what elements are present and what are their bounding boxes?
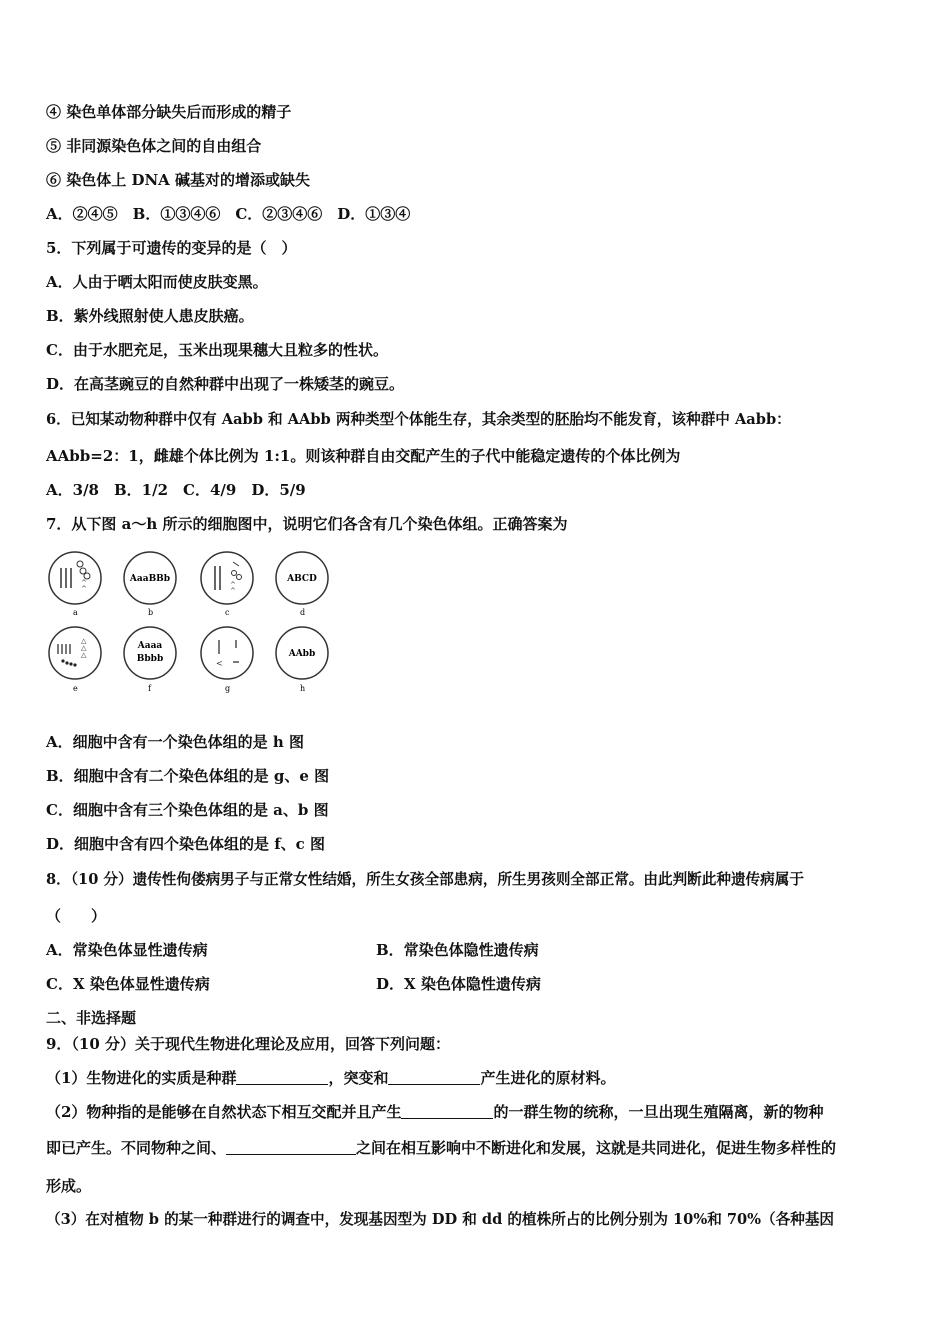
cell-e (49, 627, 101, 679)
q8-option-c: C．X 染色体显性遗传病 (46, 975, 210, 993)
q9-part1-text-c: 产生进化的原材料。 (480, 1069, 616, 1087)
svg-text:^: ^ (230, 581, 236, 589)
answer-blank-1[interactable] (236, 1069, 328, 1085)
cell-diagram-svg (44, 548, 344, 698)
q9-part2-text-d: 之间在相互影响中不断进化和发展，这就是共同进化，促进生物多样性的 (356, 1139, 837, 1157)
q4-option-4: ④ 染色单体部分缺失后而形成的精子 (46, 103, 292, 121)
q9-stem: 9．（10 分）关于现代生物进化理论及应用，回答下列问题： (46, 1035, 451, 1053)
cell-label-a: a (73, 608, 78, 617)
q4-option-6: ⑥ 染色体上 DNA 碱基对的增添或缺失 (46, 171, 311, 189)
svg-text:^: ^ (81, 585, 87, 593)
q7-option-b: B．细胞中含有二个染色体组的是 g、e 图 (46, 767, 330, 785)
cell-g (201, 627, 253, 679)
q5-option-a: A．人由于晒太阳而使皮肤变黑。 (46, 273, 268, 291)
q8-stem: 8．（10 分）遗传性佝偻病男子与正常女性结婚，所生女孩全部患病，所生男孩则全部正常。由此判断此种遗传病属于 (46, 871, 804, 888)
answer-blank-4[interactable] (226, 1139, 356, 1155)
cell-label-h: h (300, 684, 306, 693)
answer-blank-2[interactable] (388, 1069, 480, 1085)
q6-stem-line2: AAbb=2：1，雌雄个体比例为 1:1。则该种群自由交配产生的子代中能稳定遗传的个体比例为 (46, 447, 681, 465)
svg-text:^: ^ (230, 587, 236, 595)
q8-paren: （ ） (46, 907, 107, 925)
q9-part1-text-b: ，突变和 (328, 1069, 389, 1087)
q5-option-c: C．由于水肥充足，玉米出现果穗大且粒多的性状。 (46, 341, 388, 359)
q7-option-a: A．细胞中含有一个染色体组的是 h 图 (46, 733, 304, 751)
cell-label-b: b (148, 608, 154, 617)
cell-diagram (44, 548, 344, 698)
answer-blank-3[interactable] (401, 1103, 493, 1119)
cell-text-f1: Aaaa (137, 641, 163, 651)
cell-f (124, 627, 176, 679)
q8-options-row2 (46, 974, 906, 994)
q4-answers: A．②④⑤ B．①③④⑥ C．②③④⑥ D．①③④ (46, 205, 411, 223)
cell-label-d: d (300, 608, 306, 617)
q6-stem-line1: 6．已知某动物种群中仅有 Aabb 和 AAbb 两种类型个体能生存，其余类型的胚胎均不能发育，该种群中 Aabb： (46, 411, 791, 428)
svg-text:^: ^ (81, 579, 87, 587)
section-heading: 二、非选择题 (46, 1009, 137, 1027)
svg-text:△: △ (81, 644, 87, 652)
q9-part2-text-c: 即已产生。不同物种之间、 (46, 1139, 227, 1157)
q9-part1-text-a: （1）生物进化的实质是种群 (46, 1069, 237, 1087)
cell-label-f: f (148, 684, 151, 693)
q5-option-d: D．在高茎豌豆的自然种群中出现了一株矮茎的豌豆。 (46, 375, 405, 393)
cell-text-d: ABCD (287, 574, 317, 584)
cell-a (49, 552, 101, 604)
q9-part2-text-b: 的一群生物的统称，一旦出现生殖隔离，新的物种 (493, 1103, 824, 1121)
cell-label-g: g (225, 684, 231, 693)
cell-label-c: c (225, 608, 230, 617)
q9-part1 (46, 1068, 615, 1088)
q9-part2-text-a: （2）物种指的是能够在自然状态下相互交配并且产生 (46, 1103, 402, 1121)
q8-option-a: A．常染色体显性遗传病 (46, 941, 208, 959)
q5-option-b: B．紫外线照射使人患皮肤癌。 (46, 307, 254, 325)
q9-part2-line3: 形成。 (46, 1177, 92, 1195)
q9-part2-line2 (46, 1138, 836, 1158)
q5-stem: 5．下列属于可遗传的变异的是（ ） (46, 239, 297, 257)
cell-c (201, 552, 253, 604)
q4-option-5: ⑤ 非同源染色体之间的自由组合 (46, 137, 262, 155)
svg-text:△: △ (81, 651, 87, 659)
cell-label-e: e (73, 684, 78, 693)
q9-part2-line1 (46, 1102, 823, 1122)
cell-text-h: AAbb (288, 649, 316, 659)
q8-options-row1 (46, 940, 906, 960)
q7-stem: 7．从下图 a～h 所示的细胞图中，说明它们各含有几个染色体组。正确答案为 (46, 515, 568, 533)
cell-text-b: AaaBBb (129, 574, 171, 584)
q9-part3: （3）在对植物 b 的某一种群进行的调查中，发现基因型为 DD 和 dd 的植株所占的比例分别为 10%和 70%（各种基因 (46, 1211, 835, 1228)
q8-option-b: B．常染色体隐性遗传病 (376, 941, 539, 959)
q6-answers: A．3/8 B．1/2 C．4/9 D．5/9 (46, 481, 306, 499)
svg-text:△: △ (81, 637, 87, 645)
q7-option-d: D．细胞中含有四个染色体组的是 f、c 图 (46, 835, 326, 853)
q7-option-c: C．细胞中含有三个染色体组的是 a、b 图 (46, 801, 329, 819)
q8-option-d: D．X 染色体隐性遗传病 (376, 975, 541, 993)
cell-text-f2: Bbbb (136, 654, 164, 664)
svg-text:<: < (216, 659, 223, 668)
